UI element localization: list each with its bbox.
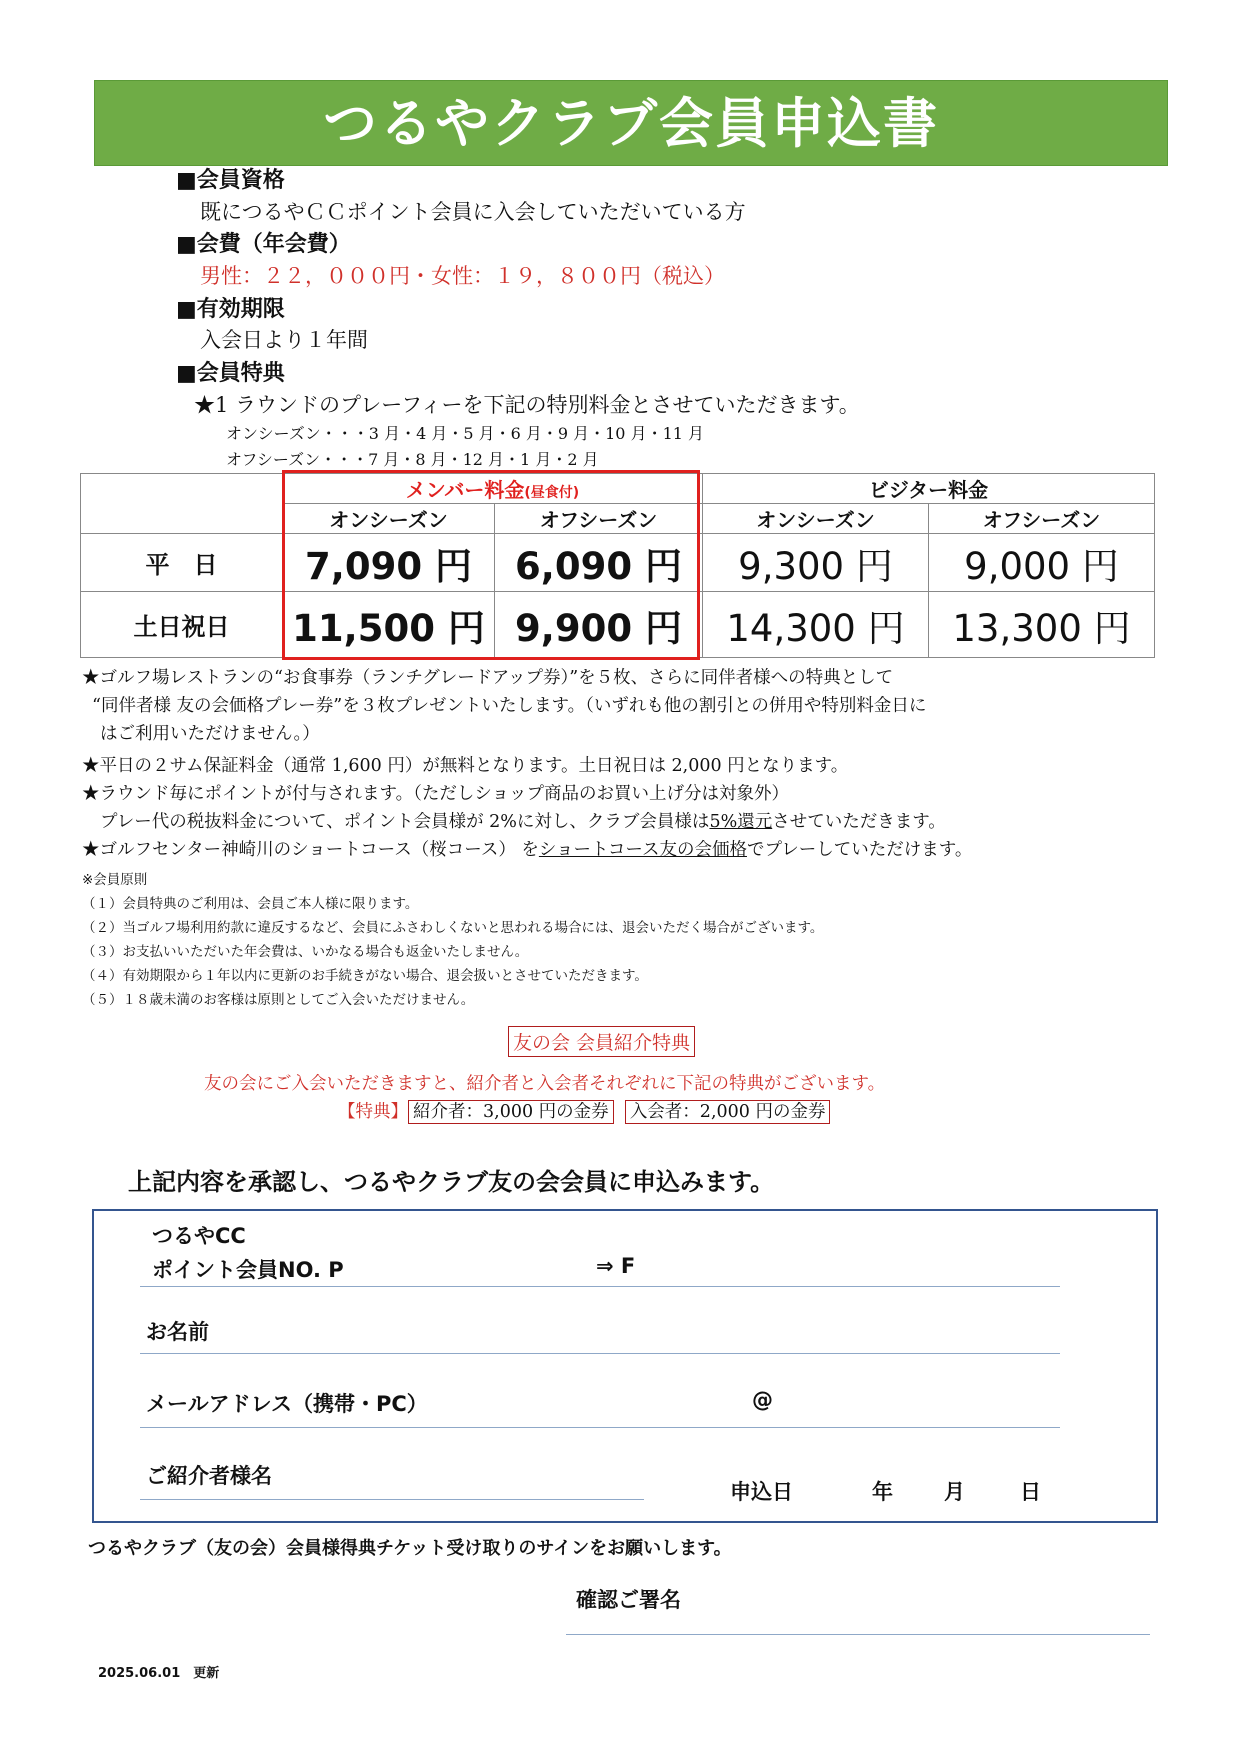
updated-date: 2025.06.01 更新 xyxy=(98,1666,220,1681)
referral-introducer: 紹介者：3,000 円の金券 xyxy=(408,1100,614,1124)
holiday-member-on: 11,500 円 xyxy=(283,592,495,658)
weekday-member-off: 6,090 円 xyxy=(495,534,703,592)
off-season-months: オフシーズン・・・7 月・8 月・12 月・1 月・2 月 xyxy=(226,450,599,469)
apply-date-day: 日 xyxy=(1020,1480,1041,1504)
holiday-member-off: 9,900 円 xyxy=(495,592,703,658)
benefits-intro: ★1 ラウンドのプレーフィーを下記の特別料金とさせていただきます。 xyxy=(194,393,860,417)
table-corner xyxy=(81,474,283,534)
referral-joiner: 入会者：2,000 円の金券 xyxy=(625,1100,831,1124)
email-at-sign: @ xyxy=(752,1388,773,1412)
note-exclusion: はご利用いただけません。） xyxy=(100,724,320,744)
holiday-visitor-on: 14,300 円 xyxy=(703,592,929,658)
apply-date-month: 月 xyxy=(944,1480,965,1504)
name-input-line[interactable] xyxy=(140,1353,1060,1354)
title-banner xyxy=(94,80,1168,166)
weekday-member-on: 7,090 円 xyxy=(283,534,495,592)
member-no-label: ポイント会員NO. P xyxy=(152,1258,344,1282)
visitor-off-season-header: オフシーズン xyxy=(929,504,1155,534)
page-title: つるやクラブ会員申込書 xyxy=(323,92,939,155)
on-season-months: オンシーズン・・・3 月・4 月・5 月・6 月・9 月・10 月・11 月 xyxy=(226,424,705,443)
note-short-course: ★ゴルフセンター神崎川のショートコース（桜コース） をショートコース友の会価格でプレーしていただけます。 xyxy=(82,840,973,860)
note-points-rate: プレー代の税抜料金について、ポイント会員様が 2%に対し、クラブ会員様は5%還元させていただきます。 xyxy=(100,812,946,832)
referrer-label: ご紹介者様名 xyxy=(146,1464,272,1488)
validity-heading: ■有効期限 xyxy=(176,297,285,322)
member-off-season-header: オフシーズン xyxy=(495,504,703,534)
fee-text: 男性：２２，０００円・女性：１９，８００円（税込） xyxy=(200,264,725,288)
email-label: メールアドレス（携帯・PC） xyxy=(146,1392,428,1416)
rules-title: ※会員原則 xyxy=(82,872,148,888)
visitor-on-season-header: オンシーズン xyxy=(703,504,929,534)
member-no-label-line1: つるやCC xyxy=(152,1224,246,1248)
referrer-input-line[interactable] xyxy=(140,1499,644,1500)
member-price-header: メンバー料金(昼食付) xyxy=(283,474,703,504)
short-course-price: ショートコース友の会価格 xyxy=(538,840,747,860)
member-no-f-label: ⇒ F xyxy=(596,1254,636,1278)
rule-item: （４）有効期限から１年以内に更新のお手続きがない場合、退会扱いとさせていただきます。 xyxy=(82,968,648,984)
referral-benefits xyxy=(338,1098,830,1123)
email-input-line[interactable] xyxy=(140,1427,1060,1428)
weekday-visitor-off: 9,000 円 xyxy=(929,534,1155,592)
note-points: ★ラウンド毎にポイントが付与されます。（ただしショップ商品のお買い上げ分は対象外） xyxy=(82,784,789,804)
holiday-visitor-off: 13,300 円 xyxy=(929,592,1155,658)
member-on-season-header: オンシーズン xyxy=(283,504,495,534)
rule-item: （２）当ゴルフ場利用約款に違反するなど、会員にふさわしくないと思われる場合には、退会いただく場合がございます。 xyxy=(82,920,824,936)
referral-text: 友の会にご入会いただきますと、紹介者と入会者それぞれに下記の特典がございます。 xyxy=(204,1074,886,1094)
member-price-note: (昼食付) xyxy=(524,485,580,501)
signature-input-line[interactable] xyxy=(566,1634,1150,1635)
rule-item: （３）お支払いいただいた年会費は、いかなる場合も返金いたしません。 xyxy=(82,944,529,960)
note-meal-ticket: ★ゴルフ場レストランの“お食事券（ランチグレードアップ券）”を５枚、さらに同伴者様への特典として xyxy=(82,668,894,688)
weekday-label: 平 日 xyxy=(81,534,283,592)
validity-text: 入会日より１年間 xyxy=(200,328,368,352)
cashback-rate: 5%還元 xyxy=(709,812,773,832)
fee-heading: ■会費（年会費） xyxy=(176,232,351,257)
holiday-label: 土日祝日 xyxy=(81,592,283,658)
signature-label: 確認ご署名 xyxy=(576,1588,681,1612)
rule-item: （５）１８歳未満のお客様は原則としてご入会いただけません。 xyxy=(82,992,475,1008)
note-companion-ticket: “同伴者様 友の会価格プレー券”を３枚プレゼントいたします。（いずれも他の割引との併用や特別料金日に xyxy=(92,696,927,716)
qualification-heading: ■会員資格 xyxy=(176,168,285,193)
note-two-some: ★平日の２サム保証料金（通常 1,600 円）が無料となります。土日祝日は 2,000 円となります。 xyxy=(82,756,849,776)
benefits-heading: ■会員特典 xyxy=(176,361,285,386)
name-label: お名前 xyxy=(146,1320,209,1344)
apply-date-year: 年 xyxy=(872,1480,893,1504)
sign-request: つるやクラブ（友の会）会員様得典チケット受け取りのサインをお願いします。 xyxy=(88,1538,732,1559)
referral-label: 【特典】 xyxy=(338,1102,408,1122)
referral-title: 友の会 会員紹介特典 xyxy=(508,1026,695,1057)
weekday-visitor-on: 9,300 円 xyxy=(703,534,929,592)
visitor-price-header: ビジター料金 xyxy=(703,474,1155,504)
form-heading: 上記内容を承認し、つるやクラブ友の会会員に申込みます。 xyxy=(128,1168,775,1196)
qualification-text: 既につるやＣＣポイント会員に入会していただいている方 xyxy=(200,200,746,224)
member-price-highlight xyxy=(282,470,700,660)
rule-item: （１）会員特典のご利用は、会員ご本人様に限ります。 xyxy=(82,896,419,912)
apply-date-label: 申込日 xyxy=(730,1480,793,1504)
member-no-input-line[interactable] xyxy=(140,1286,1060,1287)
